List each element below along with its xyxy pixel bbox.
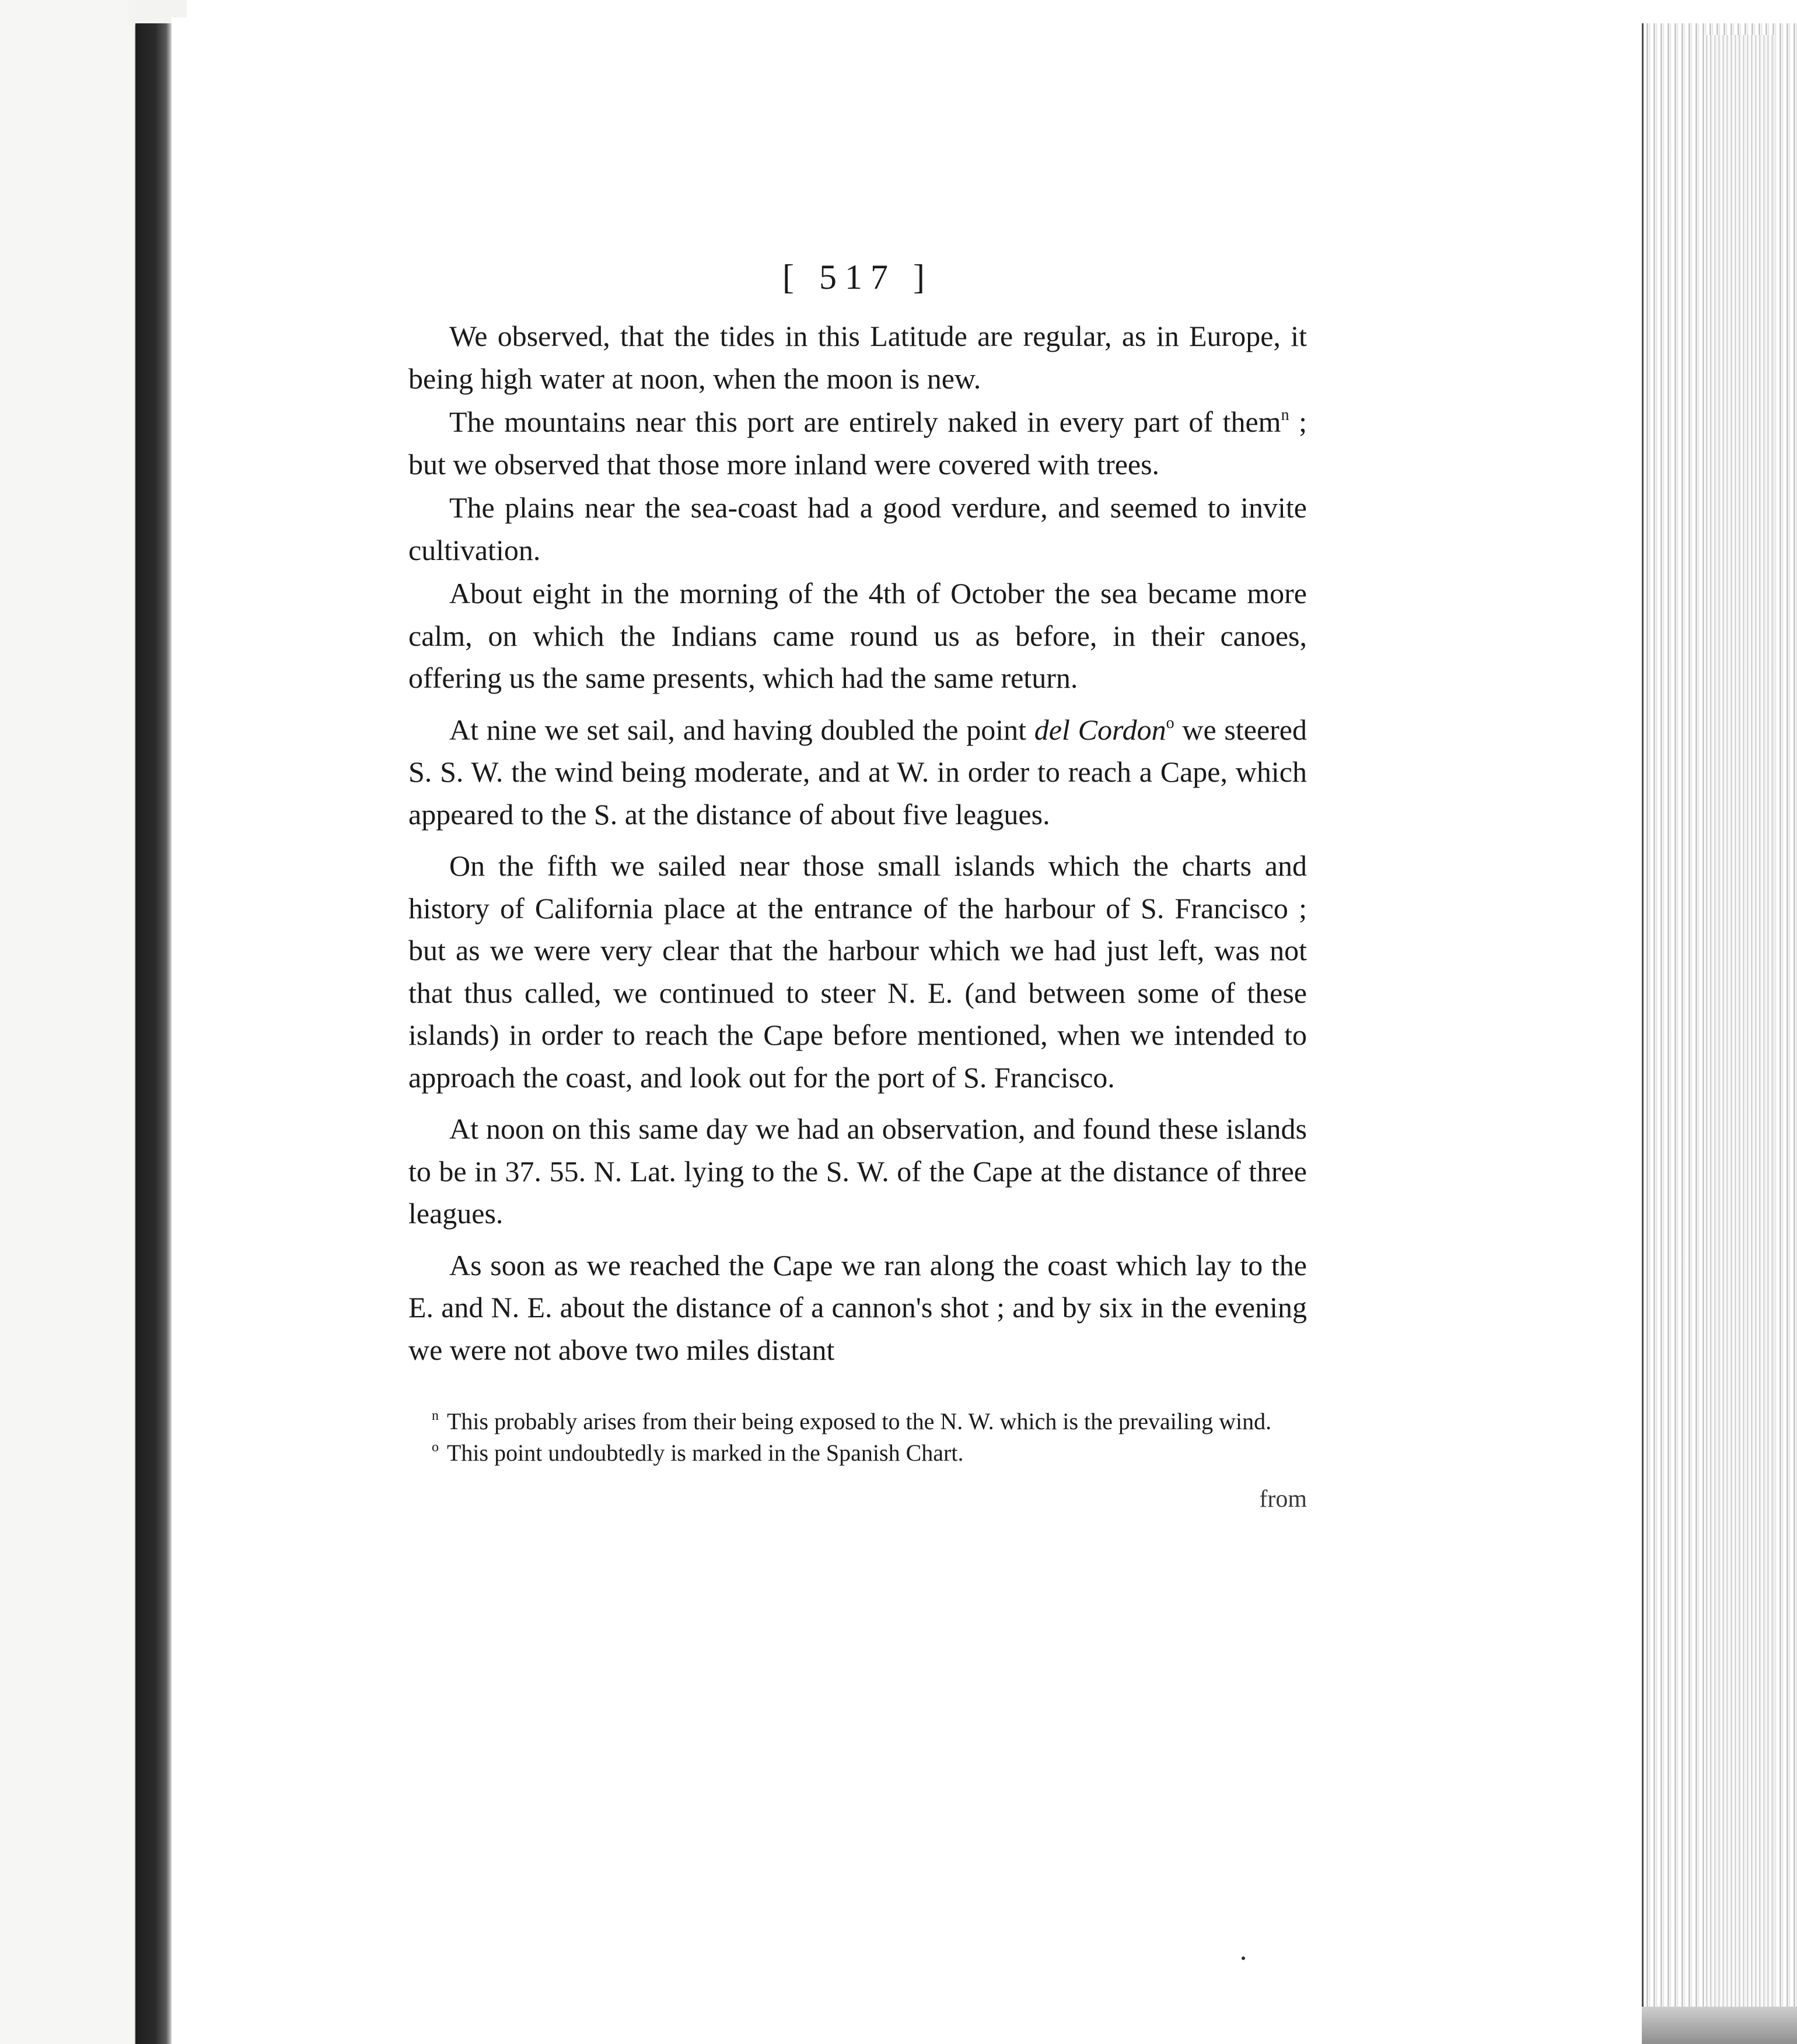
catchword: from xyxy=(1259,1486,1307,1513)
footnote-o xyxy=(408,1437,1307,1469)
footnote-text: This probably arises from their being exposed to the N. W. which is the prevailing wind. xyxy=(447,1408,1272,1434)
page-number: [ 517 ] xyxy=(782,258,933,296)
paragraph-text: About eight in the morning of the 4th of October the sea became more calm, on which the Indians came round us as before, in their canoes, offering us the same presents, which had the same return. xyxy=(408,577,1307,694)
paragraph-text: we steered S. S. W. the wind being moderate, and at W. in order to reach a Cape, which appeared to the S. at the distance of about five leagues. xyxy=(408,713,1307,831)
paragraph-text: The mountains near this port are entirely naked in every part of them xyxy=(449,405,1281,438)
paragraph-text: As soon as we reached the Cape we ran along the coast which lay to the E. and N. E. about the distance of a cannon's shot ; and by six in the evening we were not above two miles distant xyxy=(408,1248,1307,1366)
paragraph-noon xyxy=(408,1108,1307,1235)
paragraph-tides xyxy=(408,315,1307,400)
page-block-edges-outer xyxy=(1704,35,1774,2007)
page-block-bottom xyxy=(1642,2007,1797,2044)
page-text xyxy=(408,251,1307,1517)
ink-speck xyxy=(1242,1957,1245,1960)
paragraph-text: ; but we observed that those more inland were covered with trees. xyxy=(408,405,1307,481)
left-page-edge xyxy=(0,0,135,2044)
paragraph-text: We observed, that the tides in this Latitude are regular, as in Europe, it being high water at noon, when the moon is new. xyxy=(408,320,1307,395)
italic-place-name: del Cordon xyxy=(1034,713,1166,746)
paragraph-morning xyxy=(408,572,1307,699)
paragraph-mountains xyxy=(408,401,1307,485)
paragraph-plains xyxy=(408,487,1307,571)
paragraph-text: The plains near the sea-coast had a good verdure, and seemed to invite cultivation. xyxy=(408,491,1307,566)
paragraph-set-sail xyxy=(408,709,1307,836)
footnote-n xyxy=(408,1406,1307,1437)
book-gutter xyxy=(135,23,172,2044)
footnote-mark: n xyxy=(432,1408,439,1423)
paragraph-cape xyxy=(408,1244,1307,1371)
footnote-mark: o xyxy=(432,1440,439,1455)
footnote-reference: o xyxy=(1166,713,1174,732)
paragraph-text: At noon on this same day we had an observation, and found these islands to be in 37. 55. N. Lat. lying to the S. W. of the Cape at the distance of three leagues. xyxy=(408,1112,1307,1230)
footnotes xyxy=(408,1406,1307,1469)
paragraph-text: On the fifth we sailed near those small islands which the charts and history of California place at the entrance of the harbour of S. Francisco ; but as we were very clear that the harbour which we had just left, was not that thus called, we continued to steer N. E. (and between some of these islands) in order to reach the Cape before mentioned, when we intended to approach the coast, and look out for the port of S. Francisco. xyxy=(408,849,1307,1094)
footnote-reference: n xyxy=(1281,406,1289,424)
paragraph-text: At nine we set sail, and having doubled the point xyxy=(449,713,1034,746)
paragraph-fifth xyxy=(408,845,1307,1098)
footnote-text: This point undoubtedly is marked in the Spanish Chart. xyxy=(447,1440,964,1466)
